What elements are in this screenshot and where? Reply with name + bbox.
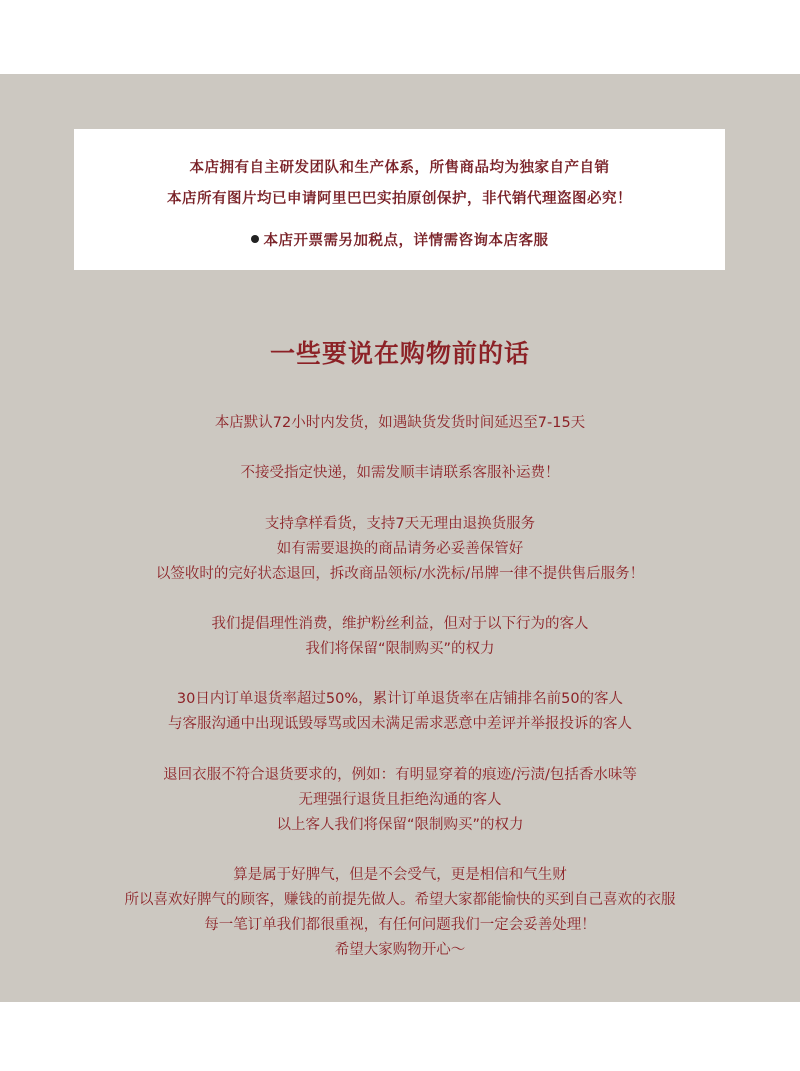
body-line: 30日内订单退货率超过50%，累计订单退货率在店铺排名前50的客人 [176,691,624,707]
body-line: 以上客人我们将保留“限制购买”的权力 [276,817,524,833]
body-line: 支持拿样看货，支持7天无理由退换货服务 [264,516,536,532]
body-line: 所以喜欢好脾气的顾客，赚钱的前提先做人。希望大家都能愉快的买到自己喜欢的衣服 [124,892,676,908]
body-line: 如有需要退换的商品请务必妥善保管好 [276,541,524,557]
body-line: 无理强行退货且拒绝沟通的客人 [298,792,502,808]
notice-box [74,129,725,270]
content-panel [0,74,800,1002]
body-line: 退回衣服不符合退货要求的，例如：有明显穿着的痕迹/污渍/包括香水味等 [163,767,637,783]
body-line: 与客服沟通中出现诋毁辱骂或因未满足需求恶意中差评并举报投诉的客人 [168,716,632,732]
body-line: 算是属于好脾气，但是不会受气，更是相信和气生财 [233,867,567,883]
notice-line-3 [74,229,725,250]
body-line: 我们提倡理性消费，维护粉丝利益，但对于以下行为的客人 [211,616,589,632]
body-line: 以签收时的完好状态退回，拆改商品领标/水洗标/吊牌一律不提供售后服务！ [155,566,645,582]
bullet-icon [251,235,259,243]
body-line: 每一笔订单我们都很重视，有任何问题我们一定会妥善处理！ [204,917,596,933]
body-line: 本店默认72小时内发货，如遇缺货发货时间延迟至7-15天 [214,415,586,431]
notice-line-2: 本店所有图片均已申请阿里巴巴实拍原创保护，非代销代理盗图必究！ [167,191,632,207]
notice-line-3-text: 本店开票需另加税点，详情需咨询本店客服 [263,233,549,249]
notice-line-1: 本店拥有自主研发团队和生产体系，所售商品均为独家自产自销 [189,160,610,176]
body-line: 不接受指定快递，如需发顺丰请联系客服补运费！ [240,465,560,481]
body-line: 希望大家购物开心～ [334,942,466,958]
body-line: 我们将保留“限制购买”的权力 [305,641,495,657]
page-heading: 一些要说在购物前的话 [269,339,530,368]
